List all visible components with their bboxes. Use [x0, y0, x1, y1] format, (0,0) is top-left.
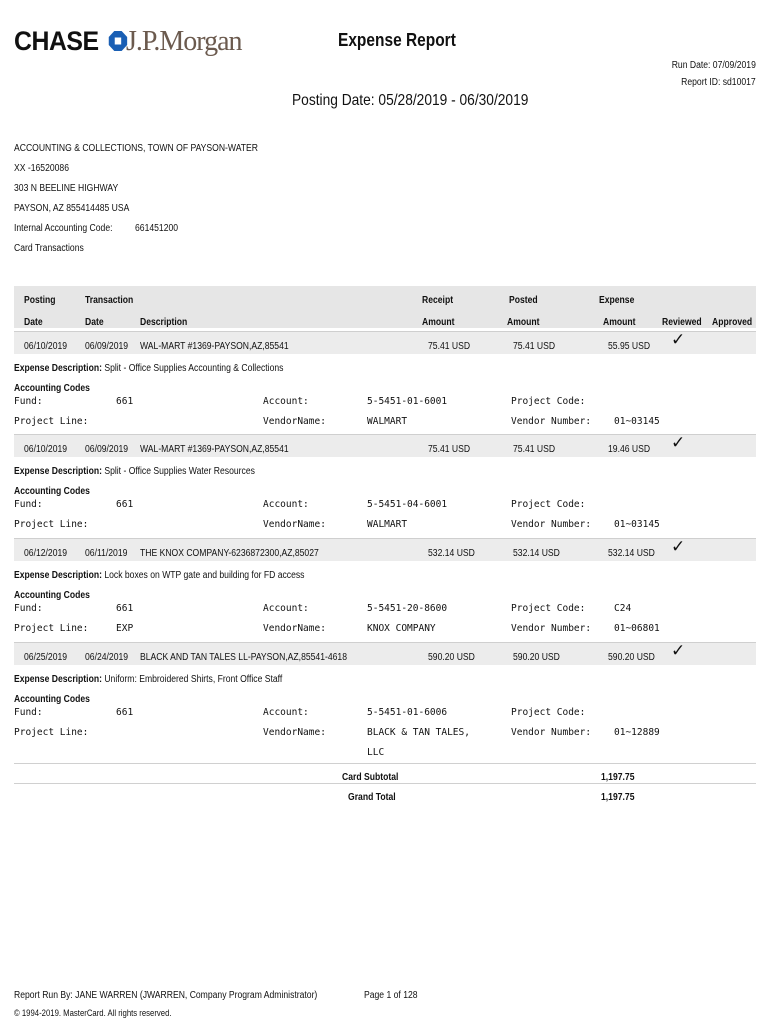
accounting-codes-heading: Accounting Codes	[14, 694, 90, 705]
vendor-name-label: VendorName:	[263, 623, 326, 634]
report-id: Report ID: sd10017	[681, 77, 756, 88]
posting-date: 06/10/2019	[24, 444, 68, 455]
copyright: © 1994-2019. MasterCard. All rights reserved.	[14, 1008, 172, 1018]
posting-date-range: Posting Date: 05/28/2019 - 06/30/2019	[292, 92, 529, 109]
page-number: Page 1 of 128	[364, 990, 418, 1001]
posted-amount: 75.41 USD	[513, 444, 556, 455]
transaction-description: BLACK AND TAN TALES LL-PAYSON,AZ,85541-4618	[140, 652, 347, 663]
vendor-number-label: Vendor Number:	[511, 519, 592, 530]
col-posted: Posted	[509, 295, 538, 306]
report-run-by: Report Run By: JANE WARREN (JWARREN, Company Program Administrator)	[14, 990, 318, 1001]
vendor-number-label: Vendor Number:	[511, 416, 592, 427]
account-name: ACCOUNTING & COLLECTIONS, TOWN OF PAYSON-WATER	[14, 143, 259, 154]
address-line-1: 303 N BEELINE HIGHWAY	[14, 183, 119, 194]
fund-label: Fund:	[14, 499, 43, 510]
run-date: Run Date: 07/09/2019	[671, 60, 756, 71]
expense-amount: 55.95 USD	[608, 341, 651, 352]
fund-label: Fund:	[14, 603, 43, 614]
project-line-label: Project Line:	[14, 727, 89, 738]
accounting-codes-heading: Accounting Codes	[14, 590, 90, 601]
card-number: XX -16520086	[14, 163, 69, 174]
vendor-name-label: VendorName:	[263, 519, 326, 530]
expense-description-value: Split - Office Supplies Accounting & Collections	[104, 363, 284, 374]
card-subtotal-label: Card Subtotal	[342, 772, 399, 783]
posting-date: 06/10/2019	[24, 341, 68, 352]
expense-description-value: Lock boxes on WTP gate and building for FD access	[104, 570, 305, 581]
fund-label: Fund:	[14, 707, 43, 718]
col-description: Description	[140, 317, 188, 328]
receipt-amount: 532.14 USD	[428, 548, 475, 559]
expense-amount: 590.20 USD	[608, 652, 655, 663]
totals-divider	[14, 763, 756, 764]
grand-total-value: 1,197.75	[601, 792, 635, 803]
fund-value: 661	[116, 499, 134, 510]
project-code-label: Project Code:	[511, 603, 586, 614]
expense-description-value: Split - Office Supplies Water Resources	[104, 466, 255, 477]
vendor-name-label: VendorName:	[263, 727, 326, 738]
fund-value: 661	[116, 707, 134, 718]
account-value: 5-5451-01-6001	[367, 396, 448, 407]
vendor-number-value: 01~12889	[614, 727, 660, 738]
project-line-label: Project Line:	[14, 416, 89, 427]
col-posting: Posting	[24, 295, 56, 306]
project-line-label: Project Line:	[14, 623, 89, 634]
fund-label: Fund:	[14, 396, 43, 407]
fund-value: 661	[116, 396, 134, 407]
accounting-codes-heading: Accounting Codes	[14, 383, 90, 394]
account-value: 5-5451-01-6006	[367, 707, 448, 718]
expense-amount: 532.14 USD	[608, 548, 655, 559]
project-code-value: C24	[614, 603, 632, 614]
col-transaction-date: Date	[85, 317, 104, 328]
vendor-name-value: WALMART	[367, 416, 408, 427]
receipt-amount: 590.20 USD	[428, 652, 475, 663]
address-line-2: PAYSON, AZ 855414485 USA	[14, 203, 130, 214]
expense-amount: 19.46 USD	[608, 444, 651, 455]
reviewed-check-icon[interactable]: ✓	[671, 330, 686, 350]
vendor-number-value: 01~03145	[614, 416, 660, 427]
col-expense-amount: Amount	[603, 317, 636, 328]
section-title: Card Transactions	[14, 243, 84, 254]
col-receipt-amount: Amount	[422, 317, 455, 328]
posted-amount: 590.20 USD	[513, 652, 560, 663]
project-line-label: Project Line:	[14, 519, 89, 530]
account-label: Account:	[263, 499, 309, 510]
project-code-label: Project Code:	[511, 707, 586, 718]
project-line-value: EXP	[116, 623, 134, 634]
vendor-name-value: BLACK & TAN TALES,	[367, 727, 470, 738]
chase-logo	[14, 26, 128, 57]
grand-total-label: Grand Total	[348, 792, 396, 803]
account-label: Account:	[263, 396, 309, 407]
vendor-number-value: 01~06801	[614, 623, 660, 634]
jpmorgan-logo: J.P.Morgan	[126, 26, 242, 57]
transaction-date: 06/24/2019	[85, 652, 129, 663]
vendor-name-value-line2: LLC	[367, 747, 385, 758]
chase-wordmark: CHASE	[14, 26, 99, 56]
col-expense: Expense	[599, 295, 635, 306]
transaction-date: 06/09/2019	[85, 341, 129, 352]
receipt-amount: 75.41 USD	[428, 444, 471, 455]
col-reviewed: Reviewed	[662, 317, 702, 328]
transaction-description: THE KNOX COMPANY-6236872300,AZ,85027	[140, 548, 319, 559]
col-receipt: Receipt	[422, 295, 454, 306]
col-posting-date: Date	[24, 317, 43, 328]
vendor-number-label: Vendor Number:	[511, 623, 592, 634]
posted-amount: 532.14 USD	[513, 548, 560, 559]
receipt-amount: 75.41 USD	[428, 341, 471, 352]
account-label: Account:	[263, 707, 309, 718]
reviewed-check-icon[interactable]: ✓	[671, 641, 686, 661]
project-code-label: Project Code:	[511, 499, 586, 510]
card-subtotal-value: 1,197.75	[601, 772, 635, 783]
project-code-label: Project Code:	[511, 396, 586, 407]
account-value: 5-5451-04-6001	[367, 499, 448, 510]
col-posted-amount: Amount	[507, 317, 540, 328]
posting-date: 06/12/2019	[24, 548, 68, 559]
vendor-name-value: KNOX COMPANY	[367, 623, 436, 634]
accounting-codes-heading: Accounting Codes	[14, 486, 90, 497]
transaction-date: 06/09/2019	[85, 444, 129, 455]
posted-amount: 75.41 USD	[513, 341, 556, 352]
expense-description-value: Uniform: Embroidered Shirts, Front Office Staff	[104, 674, 283, 685]
posting-date: 06/25/2019	[24, 652, 68, 663]
expense-description-label: Expense Description:	[14, 674, 102, 685]
fund-value: 661	[116, 603, 134, 614]
reviewed-check-icon[interactable]: ✓	[671, 537, 686, 557]
transaction-date: 06/11/2019	[85, 548, 128, 559]
transaction-description: WAL-MART #1369-PAYSON,AZ,85541	[140, 341, 289, 352]
internal-accounting-code-label: Internal Accounting Code:	[14, 223, 113, 234]
vendor-name-value: WALMART	[367, 519, 408, 530]
expense-description-label: Expense Description:	[14, 363, 102, 374]
account-label: Account:	[263, 603, 309, 614]
internal-accounting-code-value: 661451200	[135, 223, 179, 234]
report-title: Expense Report	[338, 30, 456, 50]
expense-description-label: Expense Description:	[14, 466, 102, 477]
reviewed-check-icon[interactable]: ✓	[671, 433, 686, 453]
vendor-number-value: 01~03145	[614, 519, 660, 530]
col-approved: Approved	[712, 317, 753, 328]
expense-description-label: Expense Description:	[14, 570, 102, 581]
account-value: 5-5451-20-8600	[367, 603, 448, 614]
vendor-name-label: VendorName:	[263, 416, 326, 427]
vendor-number-label: Vendor Number:	[511, 727, 592, 738]
col-transaction: Transaction	[85, 295, 134, 306]
transaction-description: WAL-MART #1369-PAYSON,AZ,85541	[140, 444, 289, 455]
